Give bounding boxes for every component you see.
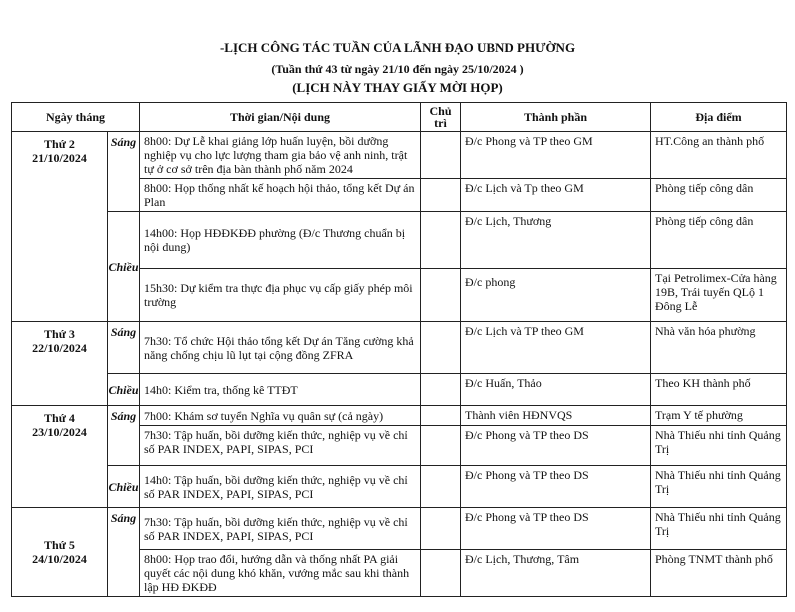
session-label: Sáng bbox=[108, 322, 139, 374]
row-host bbox=[421, 406, 461, 426]
day-cell bbox=[12, 406, 140, 508]
day-label bbox=[12, 132, 108, 321]
schedule-table bbox=[11, 102, 787, 597]
row-host bbox=[421, 550, 461, 597]
row-host bbox=[421, 508, 461, 550]
row-content: 14h0: Kiểm tra, thống kê TTĐT bbox=[140, 374, 421, 406]
row-place: Phòng TNMT thành phố bbox=[651, 550, 787, 597]
session-label: Sáng bbox=[110, 511, 137, 525]
session-label: Chiều bbox=[108, 479, 139, 494]
table-row bbox=[12, 132, 787, 179]
day-cell bbox=[12, 322, 140, 406]
row-members: Đ/c Phong và TP theo DS bbox=[461, 508, 651, 550]
day-cell bbox=[12, 132, 140, 322]
row-content: 15h30: Dự kiểm tra thực địa phục vụ cấp giấy phép môi trường bbox=[140, 269, 421, 322]
header-members: Thành phần bbox=[461, 103, 651, 132]
row-content: 7h30: Tập huấn, bồi dưỡng kiến thức, nghiệp vụ về chỉ số PAR INDEX, PAPI, SIPAS, PCI bbox=[140, 508, 421, 550]
row-place: Nhà Thiếu nhi tỉnh Quảng Trị bbox=[651, 508, 787, 550]
row-content: 7h00: Khám sơ tuyển Nghĩa vụ quân sự (cả ngày) bbox=[140, 406, 421, 426]
session-label: Sáng bbox=[108, 132, 139, 212]
header-content: Thời gian/Nội dung bbox=[140, 103, 421, 132]
row-place: Nhà Thiếu nhi tỉnh Quảng Trị bbox=[651, 426, 787, 466]
day-weekday: Thứ 4 bbox=[44, 411, 75, 425]
row-host bbox=[421, 269, 461, 322]
day-date: 22/10/2024 bbox=[32, 341, 87, 355]
day-weekday: Thứ 5 bbox=[44, 538, 75, 552]
row-members: Đ/c Phong và TP theo DS bbox=[461, 426, 651, 466]
row-content: 14h0: Tập huấn, bồi dưỡng kiến thức, nghiệp vụ về chỉ số PAR INDEX, PAPI, SIPAS, PCI bbox=[140, 466, 421, 508]
day-label bbox=[12, 508, 108, 596]
day-date: 23/10/2024 bbox=[32, 425, 87, 439]
row-content: 8h00: Họp trao đổi, hướng dẫn và thống nhất PA giải quyết các nội dung khó khăn, vướng mắc sau khi thành lập HĐ ĐKĐĐ bbox=[140, 550, 421, 597]
row-members: Đ/c Lịch và TP theo GM bbox=[461, 322, 651, 374]
row-members: Đ/c Lịch, Thương bbox=[461, 212, 651, 269]
session-label: Chiều bbox=[108, 259, 139, 274]
row-members: Đ/c Lịch và Tp theo GM bbox=[461, 179, 651, 212]
row-content: 7h30: Tập huấn, bồi dưỡng kiến thức, nghiệp vụ về chỉ số PAR INDEX, PAPI, SIPAS, PCI bbox=[140, 426, 421, 466]
day-label bbox=[12, 406, 108, 507]
row-host bbox=[421, 132, 461, 179]
row-host bbox=[421, 426, 461, 466]
table-row bbox=[12, 322, 787, 374]
row-host bbox=[421, 322, 461, 374]
row-place: Phòng tiếp công dân bbox=[651, 212, 787, 269]
day-weekday: Thứ 2 bbox=[44, 137, 75, 151]
document-title: -LỊCH CÔNG TÁC TUẦN CỦA LÃNH ĐẠO UBND PHƯỜNG bbox=[219, 40, 576, 55]
row-members: Đ/c Phong và TP theo GM bbox=[461, 132, 651, 179]
row-place: Tại Petrolimex-Cửa hàng 19B, Trái tuyến QLộ 1 Đông Lễ bbox=[651, 269, 787, 322]
row-host bbox=[421, 179, 461, 212]
row-place: Nhà văn hóa phường bbox=[651, 322, 787, 374]
day-date: 24/10/2024 bbox=[32, 552, 87, 566]
row-members: Đ/c phong bbox=[461, 269, 651, 322]
row-place: Theo KH thành phố bbox=[651, 374, 787, 406]
header-host: Chủ trì bbox=[421, 103, 461, 132]
day-cell bbox=[12, 508, 140, 597]
day-date: 21/10/2024 bbox=[32, 151, 87, 165]
row-content: 14h00: Họp HĐĐKĐĐ phường (Đ/c Thương chuẩn bị nội dung) bbox=[140, 212, 421, 269]
row-content: 8h00: Dự Lễ khai giảng lớp huấn luyện, bồi dưỡng nghiệp vụ cho lực lượng tham gia bảo vệ anh ninh, trật tự ở cơ sở trên địa bàn thành phố năm 2024 bbox=[140, 132, 421, 179]
row-members: Đ/c Phong và TP theo DS bbox=[461, 466, 651, 508]
row-members: Đ/c Huấn, Thảo bbox=[461, 374, 651, 406]
document-note: (LỊCH NÀY THAY GIẤY MỜI HỌP) bbox=[292, 80, 503, 95]
row-members: Đ/c Lịch, Thương, Tâm bbox=[461, 550, 651, 597]
row-host bbox=[421, 466, 461, 508]
row-content: 8h00: Họp thống nhất kế hoạch hội thảo, tổng kết Dự án Plan bbox=[140, 179, 421, 212]
header-place: Địa điểm bbox=[651, 103, 787, 132]
row-host bbox=[421, 374, 461, 406]
row-host bbox=[421, 212, 461, 269]
session-label: Sáng bbox=[108, 406, 139, 466]
row-place: HT.Công an thành phố bbox=[651, 132, 787, 179]
header-date: Ngày tháng bbox=[12, 103, 140, 132]
row-members: Thành viên HĐNVQS bbox=[461, 406, 651, 426]
row-place: Phòng tiếp công dân bbox=[651, 179, 787, 212]
table-header-row bbox=[12, 103, 787, 132]
table-row bbox=[12, 508, 787, 550]
day-label bbox=[12, 322, 108, 405]
row-content: 7h30: Tổ chức Hội thảo tổng kết Dự án Tăng cường khả năng chống chịu lũ lụt tại cộng đồng ZFRA bbox=[140, 322, 421, 374]
document-subtitle: (Tuần thứ 43 từ ngày 21/10 đến ngày 25/10/2024 ) bbox=[271, 62, 524, 76]
table-row bbox=[12, 406, 787, 426]
session-label: Chiều bbox=[108, 382, 139, 397]
row-place: Trạm Y tế phường bbox=[651, 406, 787, 426]
row-place: Nhà Thiếu nhi tỉnh Quảng Trị bbox=[651, 466, 787, 508]
day-weekday: Thứ 3 bbox=[44, 327, 75, 341]
